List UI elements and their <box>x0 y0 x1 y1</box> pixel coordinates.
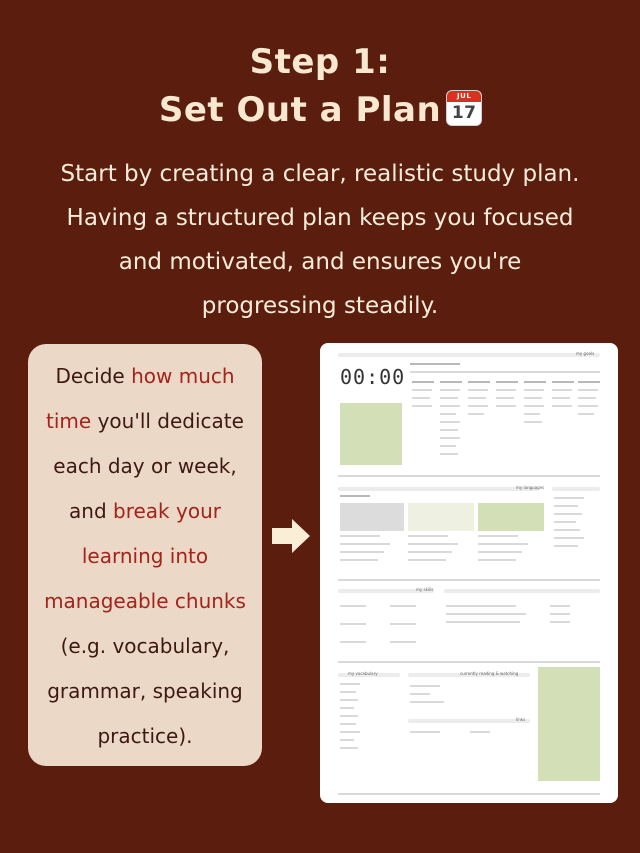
goal-row <box>550 605 570 607</box>
reading-item <box>410 693 430 695</box>
section-header-bar <box>338 353 600 357</box>
tip-card <box>28 344 262 766</box>
week-item <box>440 437 460 439</box>
vocab-item <box>340 723 356 725</box>
vocab-item <box>340 699 358 701</box>
language-detail <box>408 535 448 537</box>
calendar-day: 17 <box>451 103 477 123</box>
week-item <box>440 389 460 391</box>
week-col-head <box>552 381 574 383</box>
section-label-skills: my skills <box>416 587 434 592</box>
language-detail <box>478 543 528 545</box>
link-item <box>410 731 440 733</box>
week-col-head <box>440 381 462 383</box>
tip-line-2 <box>28 399 262 444</box>
week-item <box>468 397 486 399</box>
tip-line-3: each day or week, <box>53 454 237 478</box>
week-item <box>468 405 488 407</box>
tab-bar <box>410 363 460 365</box>
week-item <box>552 405 572 407</box>
week-item <box>440 453 458 455</box>
week-item <box>524 389 544 391</box>
week-item <box>578 389 598 391</box>
week-item <box>578 397 596 399</box>
week-item <box>468 413 484 415</box>
side-item <box>554 537 584 539</box>
language-card-image <box>408 503 474 531</box>
tip-line-5: learning into <box>81 544 209 568</box>
week-item <box>524 405 544 407</box>
language-detail <box>408 543 458 545</box>
section-label-reading: currently reading & watching <box>460 671 519 676</box>
goal-row <box>550 621 570 623</box>
section-divider <box>338 793 600 795</box>
section-label-goals: my goals <box>576 351 595 356</box>
language-detail <box>408 551 452 553</box>
goals-header-bar <box>444 589 600 593</box>
vocab-item <box>340 683 360 685</box>
tip-text: and <box>69 499 114 523</box>
intro-line-1: Start by creating a clear, realistic study plan. <box>60 161 580 187</box>
language-detail <box>408 559 446 561</box>
tip-highlight: how much <box>131 364 235 388</box>
tip-text: Decide <box>55 364 132 388</box>
goal-row <box>446 613 526 615</box>
language-detail <box>340 551 384 553</box>
language-detail <box>340 543 390 545</box>
side-item <box>554 505 578 507</box>
language-detail <box>340 535 380 537</box>
goal-row <box>446 605 516 607</box>
side-item <box>554 513 582 515</box>
week-item <box>440 413 456 415</box>
calendar-month: JUL <box>447 91 481 102</box>
week-col-head <box>578 381 600 383</box>
skill-item <box>390 623 416 625</box>
week-item <box>440 445 456 447</box>
intro-line-3: and motivated, and ensures you're <box>118 249 522 275</box>
tip-line-1 <box>28 354 262 399</box>
vocab-item <box>340 715 358 717</box>
skill-item <box>340 605 366 607</box>
week-item <box>412 397 430 399</box>
section-label-links: links <box>516 717 526 722</box>
section-header-bar <box>338 487 538 491</box>
intro-line-4: progressing steadily. <box>201 293 439 319</box>
skill-item <box>390 641 416 643</box>
week-item <box>552 389 572 391</box>
week-item <box>440 405 460 407</box>
goal-row <box>550 613 570 615</box>
intro-paragraph <box>20 152 620 328</box>
tip-line-6: manageable chunks <box>44 589 246 613</box>
tip-highlight: break your <box>113 499 221 523</box>
vocab-item <box>340 707 354 709</box>
title-line-1: Step 1: <box>249 42 391 82</box>
language-detail <box>340 559 378 561</box>
intro-line-2: Having a structured plan keeps you focused <box>66 205 574 231</box>
tip-line-9: practice). <box>97 724 193 748</box>
vocab-item <box>340 691 356 693</box>
arrow-right-icon <box>270 517 312 555</box>
section-divider <box>338 661 600 663</box>
language-detail <box>478 559 516 561</box>
tip-highlight: time <box>46 409 92 433</box>
tab-bar <box>340 495 370 497</box>
week-item <box>578 405 598 407</box>
week-item <box>440 429 458 431</box>
tip-text: you'll dedicate <box>91 409 244 433</box>
side-item <box>554 529 580 531</box>
side-header-bar <box>552 487 600 491</box>
week-col-head <box>524 381 546 383</box>
week-item <box>578 413 594 415</box>
week-item <box>440 421 460 423</box>
vocab-item <box>340 731 360 733</box>
section-divider <box>338 475 600 477</box>
week-item <box>524 397 542 399</box>
week-item <box>552 397 570 399</box>
section-label-vocab: my vocabulary <box>348 671 378 676</box>
skill-item <box>390 605 416 607</box>
planner-screenshot <box>320 343 618 803</box>
week-item <box>496 389 516 391</box>
title-line-2-text: Set Out a Plan <box>158 90 442 130</box>
link-item <box>470 731 490 733</box>
tip-line-4 <box>28 489 262 534</box>
section-label-languages: my languages <box>516 485 545 490</box>
week-item <box>496 405 516 407</box>
page-title <box>0 38 640 134</box>
reading-item <box>410 701 444 703</box>
side-item <box>554 521 576 523</box>
divider <box>410 371 600 373</box>
skill-item <box>340 623 366 625</box>
language-card-image <box>340 503 404 531</box>
week-col-head <box>468 381 490 383</box>
week-col-head <box>412 381 434 383</box>
week-item <box>440 397 458 399</box>
week-item <box>412 389 432 391</box>
week-col-head <box>496 381 518 383</box>
vocab-item <box>340 747 358 749</box>
tip-line-7: (e.g. vocabulary, <box>60 634 230 658</box>
reading-image <box>538 667 600 781</box>
section-divider <box>338 579 600 581</box>
timer-image <box>340 403 402 465</box>
week-item <box>524 421 542 423</box>
language-detail <box>478 535 518 537</box>
calendar-icon <box>447 91 481 125</box>
timer-display: 00:00 <box>340 365 406 389</box>
title-line-2 <box>0 86 640 134</box>
side-item <box>554 545 578 547</box>
tip-line-8: grammar, speaking <box>47 679 243 703</box>
reading-item <box>410 685 440 687</box>
skill-item <box>340 641 366 643</box>
language-detail <box>478 551 522 553</box>
week-item <box>412 405 432 407</box>
vocab-item <box>340 739 354 741</box>
goal-row <box>446 621 520 623</box>
side-item <box>554 497 584 499</box>
week-item <box>496 397 514 399</box>
language-card-image <box>478 503 544 531</box>
section-header-bar <box>408 719 530 723</box>
week-item <box>468 389 488 391</box>
week-item <box>524 413 540 415</box>
